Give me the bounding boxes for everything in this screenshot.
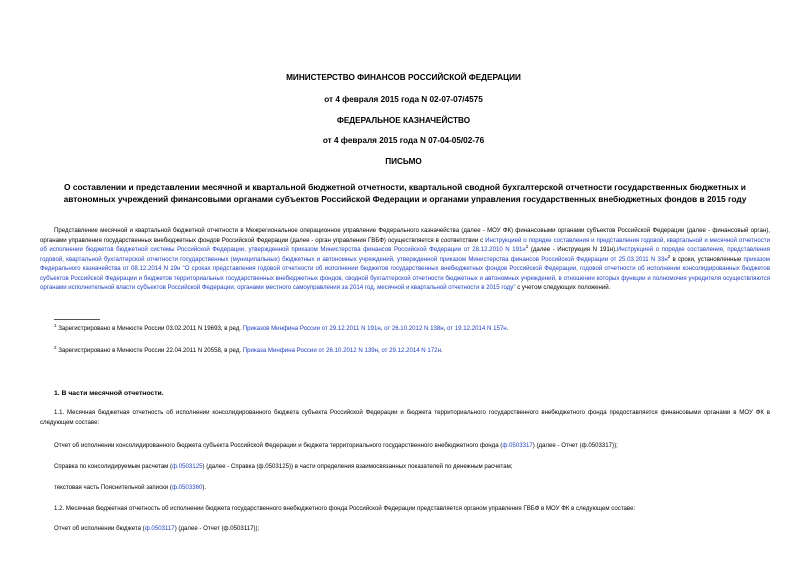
intro-text-1: Представление месячной и квартальной бюджетной отчетности в Межрегиональное операционное управление Федерального казначейства (далее - МОУ ФК) финансовыми органами субъектов Российской Федерации (далее - финансовый орган), органами управления государственных внебюджетных фондов Российской Федерации (далее - орган управления ГВБФ) осуществляется в соответствии с bbox=[40, 227, 770, 244]
treasury-letter-date: от 4 февраля 2015 года N 07-04-05/02-76 bbox=[322, 136, 485, 145]
treasury-title: ФЕДЕРАЛЬНОЕ КАЗНАЧЕЙСТВО bbox=[336, 116, 471, 125]
section-1-heading: 1. В части месячной отчетности. bbox=[54, 390, 164, 397]
item-report-0503117 bbox=[54, 524, 259, 533]
footnote-ref-2[interactable]: 2 bbox=[667, 253, 671, 259]
letter-subject bbox=[40, 181, 770, 205]
item-certificate-0503125 bbox=[54, 462, 512, 471]
footnote-1-text: Зарегистрировано в Минюсте России 03.02.2011 N 19693, в ред. bbox=[56, 325, 243, 332]
footnote-1-link-1[interactable]: Приказов Минфина России от 29.12.2011 N 191н bbox=[242, 325, 381, 332]
item-explanatory-note-0503360 bbox=[54, 483, 206, 492]
paragraph-1-1: 1.1. Месячная бюджетная отчетность об исполнении консолидированного бюджета субъекта Российской Федерации и бюджета территориального государственного внебюджетного фонда предоставляется финансовыми органами в МОУ ФК в следующем составе: bbox=[40, 409, 770, 426]
item-2-text-b: ) (далее - Справка (ф.0503125)) в части определения взаимосвязанных показателей по денежным расчетам; bbox=[202, 463, 513, 470]
item-4-text-a: Отчет об исполнении бюджета ( bbox=[54, 525, 145, 532]
intro-text-2: (далее - Инструкция N 191н), bbox=[528, 246, 617, 253]
footnote-1-link-3[interactable]: от 19.12.2014 N 157н bbox=[447, 325, 507, 332]
footnote-2-end: . bbox=[440, 347, 443, 354]
paragraph-1-2: 1.2. Месячная бюджетная отчетность об исполнении бюджета государственного внебюджетного фонда Российской Федерации представляется органом управления ГВБФ в МОУ ФК в следующем составе: bbox=[54, 505, 636, 512]
footnote-separator bbox=[54, 319, 100, 320]
item-1-text-a: Отчет об исполнении консолидированного бюджета субъекта Российской Федерации и бюджета территориального государственного внебюджетного фонда ( bbox=[54, 442, 503, 449]
intro-paragraph bbox=[40, 226, 770, 293]
item-1-text-b: ) (далее - Отчет (ф.0503317)); bbox=[532, 442, 618, 449]
footnote-2-mark: 2 bbox=[54, 344, 57, 350]
item-3-text-a: текстовая часть Пояснительной записки ( bbox=[54, 484, 172, 491]
intro-text-3: в сроки, установленные bbox=[670, 255, 744, 263]
footnote-1-sep-2: , bbox=[443, 325, 448, 332]
instruction-191n-link[interactable]: Инструкцией о порядке составления и представления годовой, квартальной и месячной отчетности об исполнении бюджетов бюджетной системы Российской Федерации, утвержденной приказом Министерства финансов Российской Федерации от 28.12.2010 N 191н bbox=[40, 236, 771, 253]
instruction-33n-link[interactable]: Инструкцией о порядке составления, представления годовой, квартальной бухгалтерской отчетности государственных (муниципальных) бюджетных и автономных учреждений, утвержденной приказом Министерства финансов Российской Федерации от 25.03.2011 N 33н bbox=[40, 246, 770, 263]
subject-line-2: автономных учреждений финансовыми органами субъектов Российской Федерации и органами управления государственных внебюджетных фондов в 2015 году bbox=[63, 194, 747, 204]
order-19n-link[interactable]: приказом Федерального казначейства от 08.12.2014 N 19н "О сроках представления годовой отчетности об исполнении бюджетов государственных внебюджетных фондов Российской Федерации, годовой отчетности об исполнении консолидированных бюджетов субъектов Российской Федерации и бюджетов территориальных государственных внебюджетных фондов, сводной бухгалтерской отчетности бюджетных и автономных учреждений, в отношении которых функции и полномочия учредителя осуществляются органами исполнительной власти субъектов Российской Федерации, органами местного самоуправления за 2014 год, месячной и квартальной отчетности в 2015 году" bbox=[40, 255, 770, 291]
document-type: ПИСЬМО bbox=[385, 157, 422, 166]
item-2-text-a: Справка по консолидируемым расчетам ( bbox=[54, 463, 173, 470]
footnote-ref-1[interactable]: 1 bbox=[525, 243, 529, 249]
intro-text-4: с учетом следующих положений. bbox=[515, 284, 611, 291]
form-0503117-link[interactable]: ф.0503117 bbox=[144, 525, 175, 532]
footnote-1-end: . bbox=[506, 325, 509, 332]
footnote-2-link-2[interactable]: от 29.12.2014 N 172н bbox=[381, 347, 441, 354]
form-0503317-link[interactable]: ф.0503317 bbox=[502, 442, 533, 449]
ministry-title: МИНИСТЕРСТВО ФИНАНСОВ РОССИЙСКОЙ ФЕДЕРАЦИИ bbox=[286, 73, 521, 82]
item-report-0503317 bbox=[54, 441, 618, 450]
footnote-2-link-1[interactable]: Приказа Минфина России от 26.10.2012 N 139н bbox=[242, 347, 378, 354]
footnote-2 bbox=[54, 346, 443, 355]
item-3-text-b: ). bbox=[202, 484, 207, 491]
ministry-letter-date: от 4 февраля 2015 года N 02-07-07/4575 bbox=[324, 95, 483, 104]
form-0503360-link[interactable]: ф.0503360 bbox=[171, 484, 203, 491]
footnote-2-sep-1: , bbox=[377, 347, 382, 354]
footnote-1 bbox=[54, 324, 508, 333]
footnote-1-mark: 1 bbox=[54, 322, 57, 328]
subject-line-1: О составлении и представлении месячной и квартальной бюджетной отчетности, квартальной сводной бухгалтерской отчетности государственных бюджетных и bbox=[64, 182, 746, 192]
item-4-text-b: ) (далее - Отчет (ф.0503117)); bbox=[174, 525, 260, 532]
form-0503125-link[interactable]: ф.0503125 bbox=[172, 463, 203, 470]
footnote-1-sep-1: , bbox=[380, 325, 385, 332]
footnote-2-text: Зарегистрировано в Минюсте России 22.04.2011 N 20558, в ред. bbox=[56, 347, 243, 354]
footnote-1-link-2[interactable]: от 26.10.2012 N 138н bbox=[384, 325, 444, 332]
